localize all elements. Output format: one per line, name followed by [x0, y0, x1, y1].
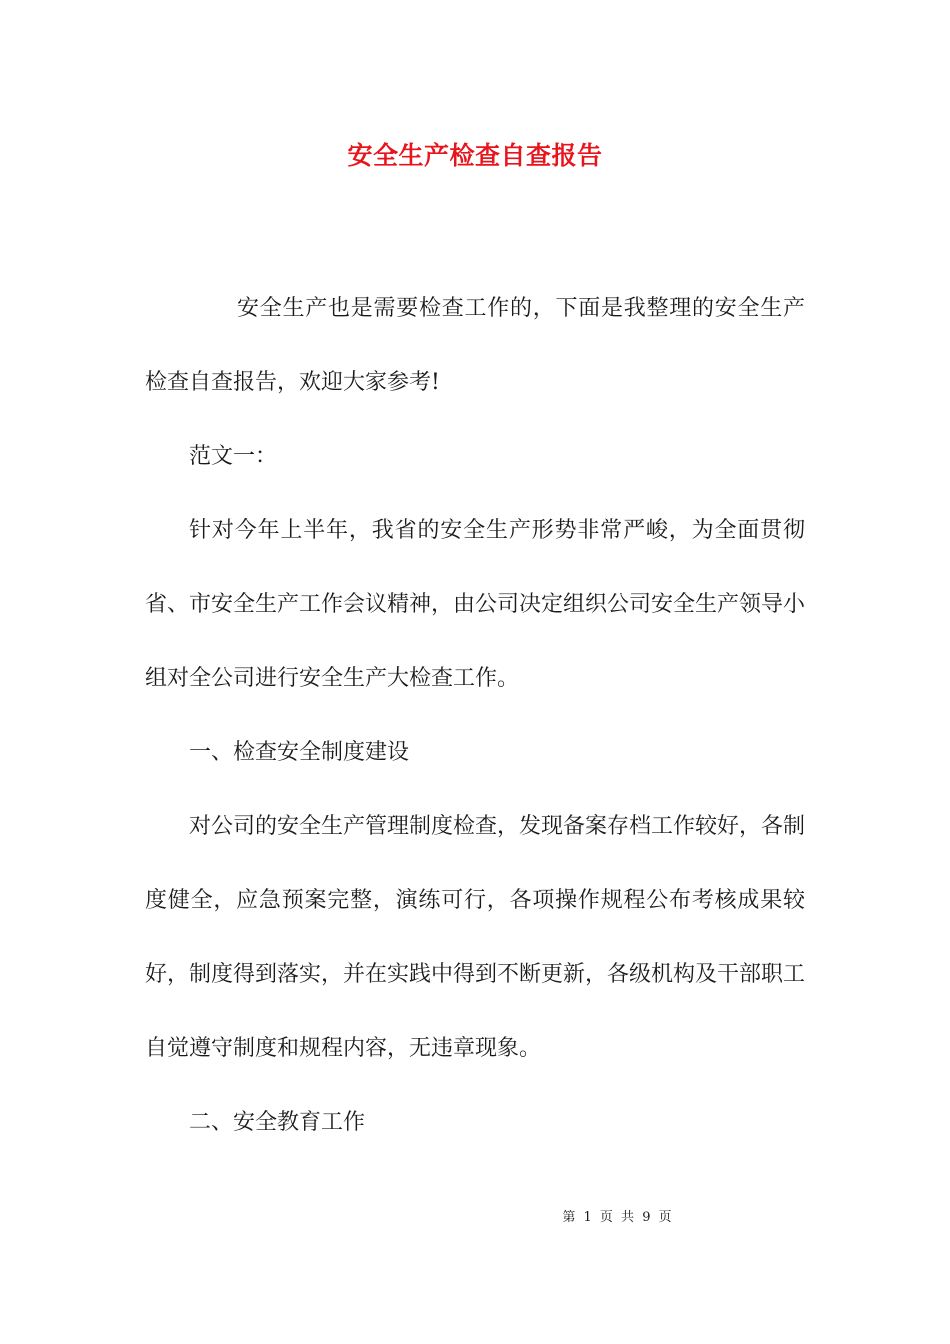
- page-number-label: [562, 1206, 671, 1225]
- intro-paragraph: 安全生产也是需要检查工作的，下面是我整理的安全生产检查自查报告，欢迎大家参考!: [145, 296, 805, 395]
- footer-suffix: 页: [658, 1210, 672, 1225]
- section-heading-2: 二、安全教育工作: [189, 1110, 366, 1135]
- document-title: 安全生产检查自查报告: [347, 141, 603, 170]
- sample-heading: 范文一：: [189, 444, 278, 469]
- section-1-paragraph: 对公司的安全生产管理制度检查，发现备案存档工作较好，各制度健全，应急预案完整，演练可行，各项操作规程公布考核成果较好，制度得到落实，并在实践中得到不断更新，各级机构及干部职工自觉遵守制度和规程内容，无违章现象。: [145, 814, 806, 1061]
- footer-page: 1: [583, 1210, 592, 1225]
- footer-middle: 页 共: [599, 1210, 635, 1225]
- footer-total: 9: [642, 1210, 651, 1225]
- footer-prefix: 第: [562, 1210, 576, 1225]
- section-heading-1: 一、检查安全制度建设: [189, 740, 410, 765]
- document-body: [145, 272, 805, 1160]
- page-footer: [0, 1206, 950, 1225]
- background-paragraph: 针对今年上半年，我省的安全生产形势非常严峻，为全面贯彻省、市安全生产工作会议精神，由公司决定组织公司安全生产领导小组对全公司进行安全生产大检查工作。: [145, 518, 806, 691]
